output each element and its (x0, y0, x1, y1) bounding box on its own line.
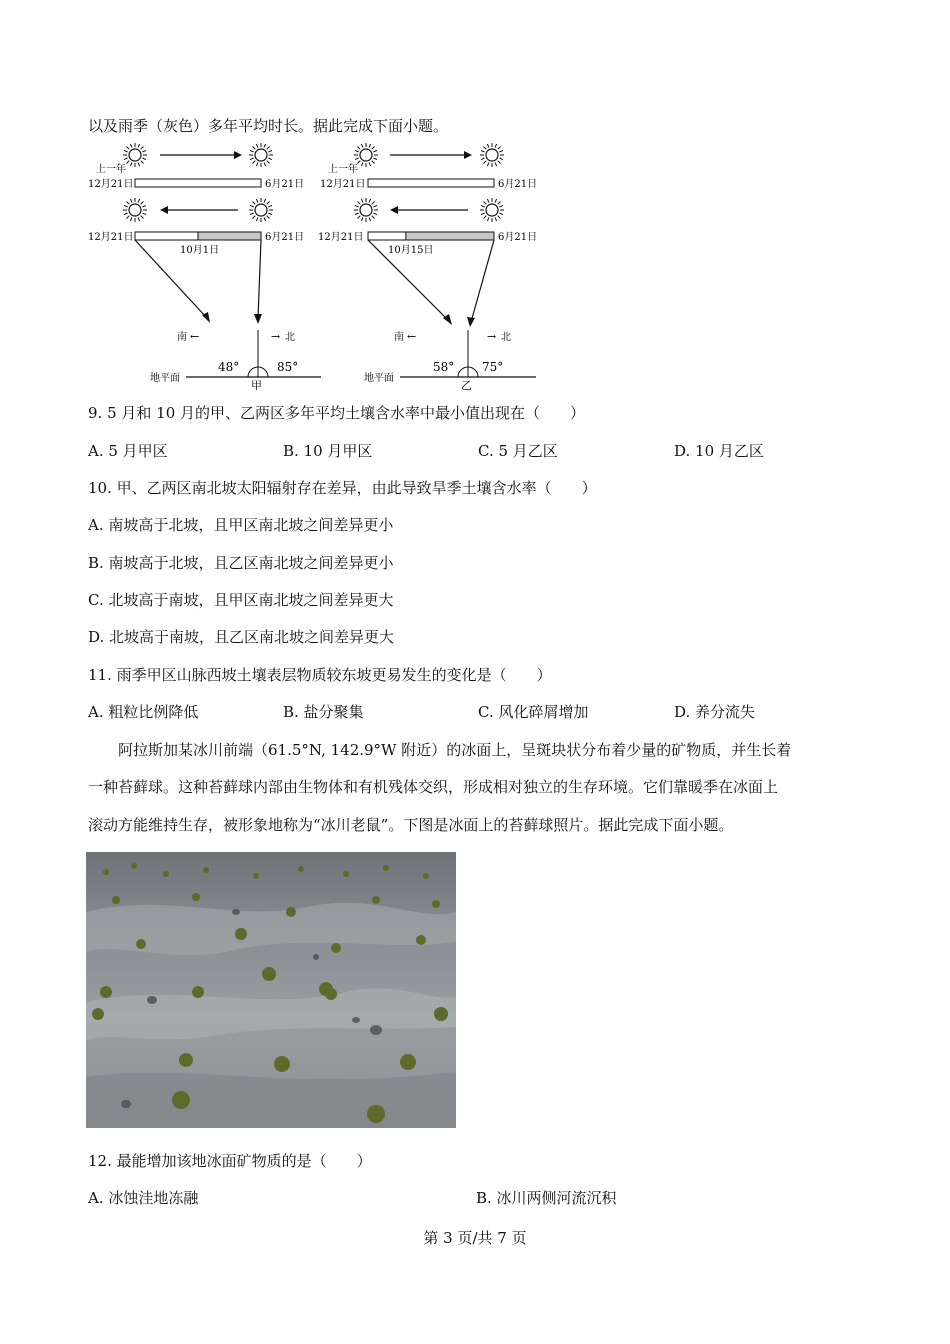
rain-season-bar (406, 232, 494, 240)
south-label: 南 (394, 332, 404, 343)
q11-option-c[interactable]: C. 风化碎屑增加 (478, 703, 589, 721)
bottom-end-date: 6月21日 (265, 232, 305, 243)
q12-option-b[interactable]: B. 冰川两侧河流沉积 (476, 1189, 617, 1207)
sun-icon (354, 198, 378, 222)
diagram-panel-jia (88, 143, 321, 390)
angle-north: 75° (482, 360, 504, 374)
page-footer: 第 3 页/共 7 页 (423, 1229, 527, 1247)
bottom-start-date: 12月21日 (318, 232, 364, 243)
sun-icon (249, 198, 273, 222)
top-end-date: 6月21日 (498, 179, 538, 190)
solar-angle-diagram (88, 140, 558, 394)
prev-year-label: 上一年 (328, 164, 358, 175)
sun-icon (480, 143, 504, 167)
sun-ray-summer (471, 240, 494, 322)
sun-icon (123, 198, 147, 222)
q10-option-a[interactable]: A. 南坡高于北坡，且甲区南北坡之间差异更小 (88, 516, 394, 534)
diagram-panel-yi (318, 143, 537, 390)
south-arrow-icon: ← (190, 330, 200, 343)
moss-ball-photo (86, 852, 456, 1128)
q11-option-d[interactable]: D. 养分流失 (674, 703, 756, 721)
north-label: 北 (285, 332, 295, 343)
angle-south: 58° (433, 360, 455, 374)
rain-start-date: 10月15日 (388, 245, 434, 256)
prev-year-label: 上一年 (96, 164, 126, 175)
sun-icon (480, 198, 504, 222)
q11-option-b[interactable]: B. 盐分聚集 (283, 703, 364, 721)
bottom-start-date: 12月21日 (88, 232, 134, 243)
south-label: 南 (177, 332, 187, 343)
passage-line-3: 滚动方能维持生存，被形象地称为“冰川老鼠”。下图是冰面上的苔藓球照片。据此完成下面小题。 (88, 816, 734, 834)
q9-option-c[interactable]: C. 5 月乙区 (478, 442, 558, 460)
q10-option-d[interactable]: D. 北坡高于南坡，且乙区南北坡之间差异更大 (88, 628, 395, 646)
top-end-date: 6月21日 (265, 179, 305, 190)
south-arrow-icon: ← (407, 330, 417, 343)
q9-option-b[interactable]: B. 10 月甲区 (283, 442, 373, 460)
site-label: 乙 (461, 379, 472, 390)
sun-ray-summer (258, 240, 261, 318)
q10-option-b[interactable]: B. 南坡高于北坡，且乙区南北坡之间差异更小 (88, 554, 394, 572)
site-label: 甲 (251, 379, 262, 390)
rain-start-date: 10月1日 (180, 245, 220, 256)
ground-label: 地平面 (364, 373, 394, 384)
question-11-stem: 11. 雨季甲区山脉西坡土壤表层物质较东坡更易发生的变化是（ ） (88, 666, 552, 684)
question-10-stem: 10. 甲、乙两区南北坡太阳辐射存在差异，由此导致旱季土壤含水率（ ） (88, 479, 597, 497)
top-start-date: 12月21日 (320, 179, 366, 190)
top-start-date: 12月21日 (88, 179, 134, 190)
sun-icon (249, 143, 273, 167)
passage-line-2: 一种苔藓球。这种苔藓球内部由生物体和有机残体交织，形成相对独立的生存环境。它们靠暖季在冰面上 (88, 778, 779, 796)
north-arrow-icon: → (487, 330, 497, 343)
dry-season-bar-prev (135, 179, 261, 187)
north-label: 北 (501, 332, 511, 343)
rain-season-bar (198, 232, 261, 240)
sun-icon (123, 143, 147, 167)
q12-option-a[interactable]: A. 冰蚀洼地冻融 (88, 1189, 199, 1207)
angle-south: 48° (218, 360, 240, 374)
question-12-stem: 12. 最能增加该地冰面矿物质的是（ ） (88, 1152, 372, 1170)
q9-option-d[interactable]: D. 10 月乙区 (674, 442, 764, 460)
intro-tail: 以及雨季（灰色）多年平均时长。据此完成下面小题。 (88, 117, 449, 135)
passage-line-1: 阿拉斯加某冰川前端（61.5°N, 142.9°W 附近）的冰面上，呈斑块状分布着少量的矿物质，并生长着 (118, 741, 792, 759)
north-arrow-icon: → (271, 330, 281, 343)
ground-label: 地平面 (150, 373, 180, 384)
dry-season-bar-prev (368, 179, 494, 187)
question-9-stem: 9. 5 月和 10 月的甲、乙两区多年平均土壤含水率中最小值出现在（ ） (88, 404, 586, 422)
bottom-end-date: 6月21日 (498, 232, 538, 243)
q9-option-a[interactable]: A. 5 月甲区 (88, 442, 168, 460)
angle-north: 85° (277, 360, 299, 374)
q11-option-a[interactable]: A. 粗粒比例降低 (88, 703, 199, 721)
q10-option-c[interactable]: C. 北坡高于南坡，且甲区南北坡之间差异更大 (88, 591, 394, 609)
